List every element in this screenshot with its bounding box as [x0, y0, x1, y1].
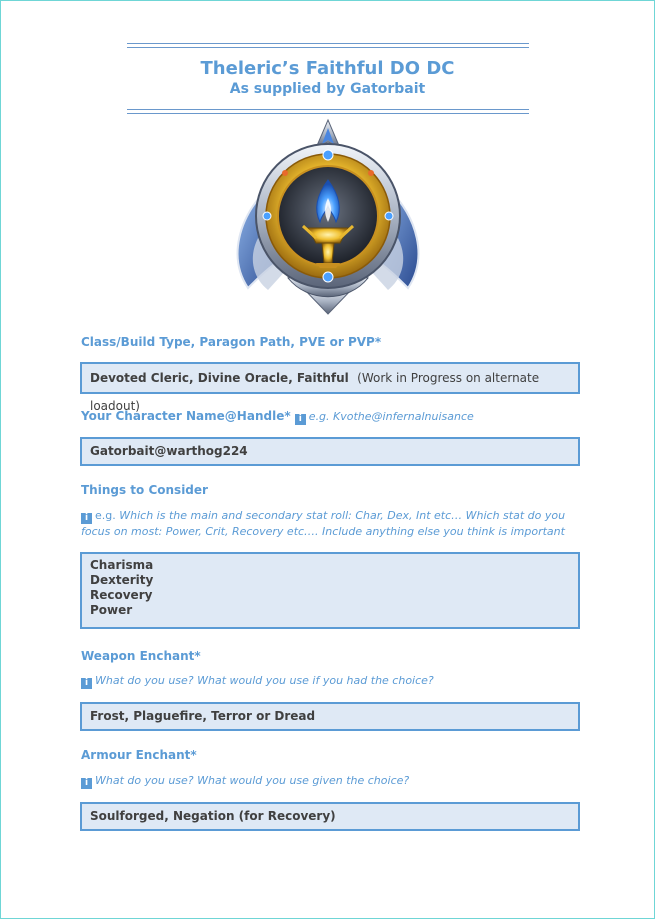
header-rule-bottom — [127, 109, 529, 114]
info-icon: i — [81, 678, 92, 689]
page-title: Theleric’s Faithful DO DC — [200, 58, 455, 79]
armour-enchant-hint: What do you use? What would you use given the choice? — [95, 774, 410, 787]
class-build-value: Devoted Cleric, Divine Oracle, Faithful — [90, 371, 349, 385]
class-build-field[interactable] — [80, 362, 580, 413]
things-to-consider-hint-row — [81, 508, 571, 540]
header-rule-top — [127, 43, 529, 48]
character-name-hint: e.g. Kvothe@infernalnuisance — [308, 410, 474, 423]
stat-item: Charisma — [90, 558, 154, 572]
things-to-consider-hint-prefix: e.g. — [95, 509, 116, 522]
divine-oracle-emblem-icon — [228, 118, 428, 316]
character-name-field[interactable] — [80, 437, 580, 466]
class-build-label: Class/Build Type, Paragon Path, PVE or PVP* — [81, 335, 382, 349]
weapon-enchant-label: Weapon Enchant* — [81, 649, 201, 663]
armour-enchant-label: Armour Enchant* — [81, 748, 197, 762]
things-to-consider-label: Things to Consider — [81, 483, 208, 497]
character-name-label: Your Character Name@Handle* — [81, 409, 291, 423]
weapon-enchant-hint: What do you use? What would you use if you had the choice? — [95, 674, 434, 687]
things-to-consider-hint: Which is the main and secondary stat roll: Char, Dex, Int etc… Which stat do you focus on most: Power, Crit, Recovery etc…. Include anything else you think is important — [81, 509, 566, 538]
page-subtitle: As supplied by Gatorbait — [229, 81, 426, 97]
character-name-label-row — [81, 409, 474, 425]
stat-item: Dexterity — [90, 573, 154, 587]
class-build-note: (Work in Progress on alternate loadout) — [90, 371, 540, 413]
armour-enchant-hint-row — [81, 773, 571, 789]
info-icon: i — [81, 778, 92, 789]
character-name-value: Gatorbait@warthog224 — [90, 444, 248, 458]
weapon-enchant-value: Frost, Plaguefire, Terror or Dread — [90, 709, 316, 723]
things-to-consider-field[interactable] — [80, 552, 580, 629]
stat-item: Power — [90, 603, 133, 617]
stat-item: Recovery — [90, 588, 153, 602]
weapon-enchant-field[interactable] — [80, 702, 580, 731]
armour-enchant-value: Soulforged, Negation (for Recovery) — [90, 809, 336, 823]
info-icon: i — [295, 414, 306, 425]
weapon-enchant-hint-row — [81, 673, 571, 689]
armour-enchant-field[interactable] — [80, 802, 580, 831]
info-icon: i — [81, 513, 92, 524]
